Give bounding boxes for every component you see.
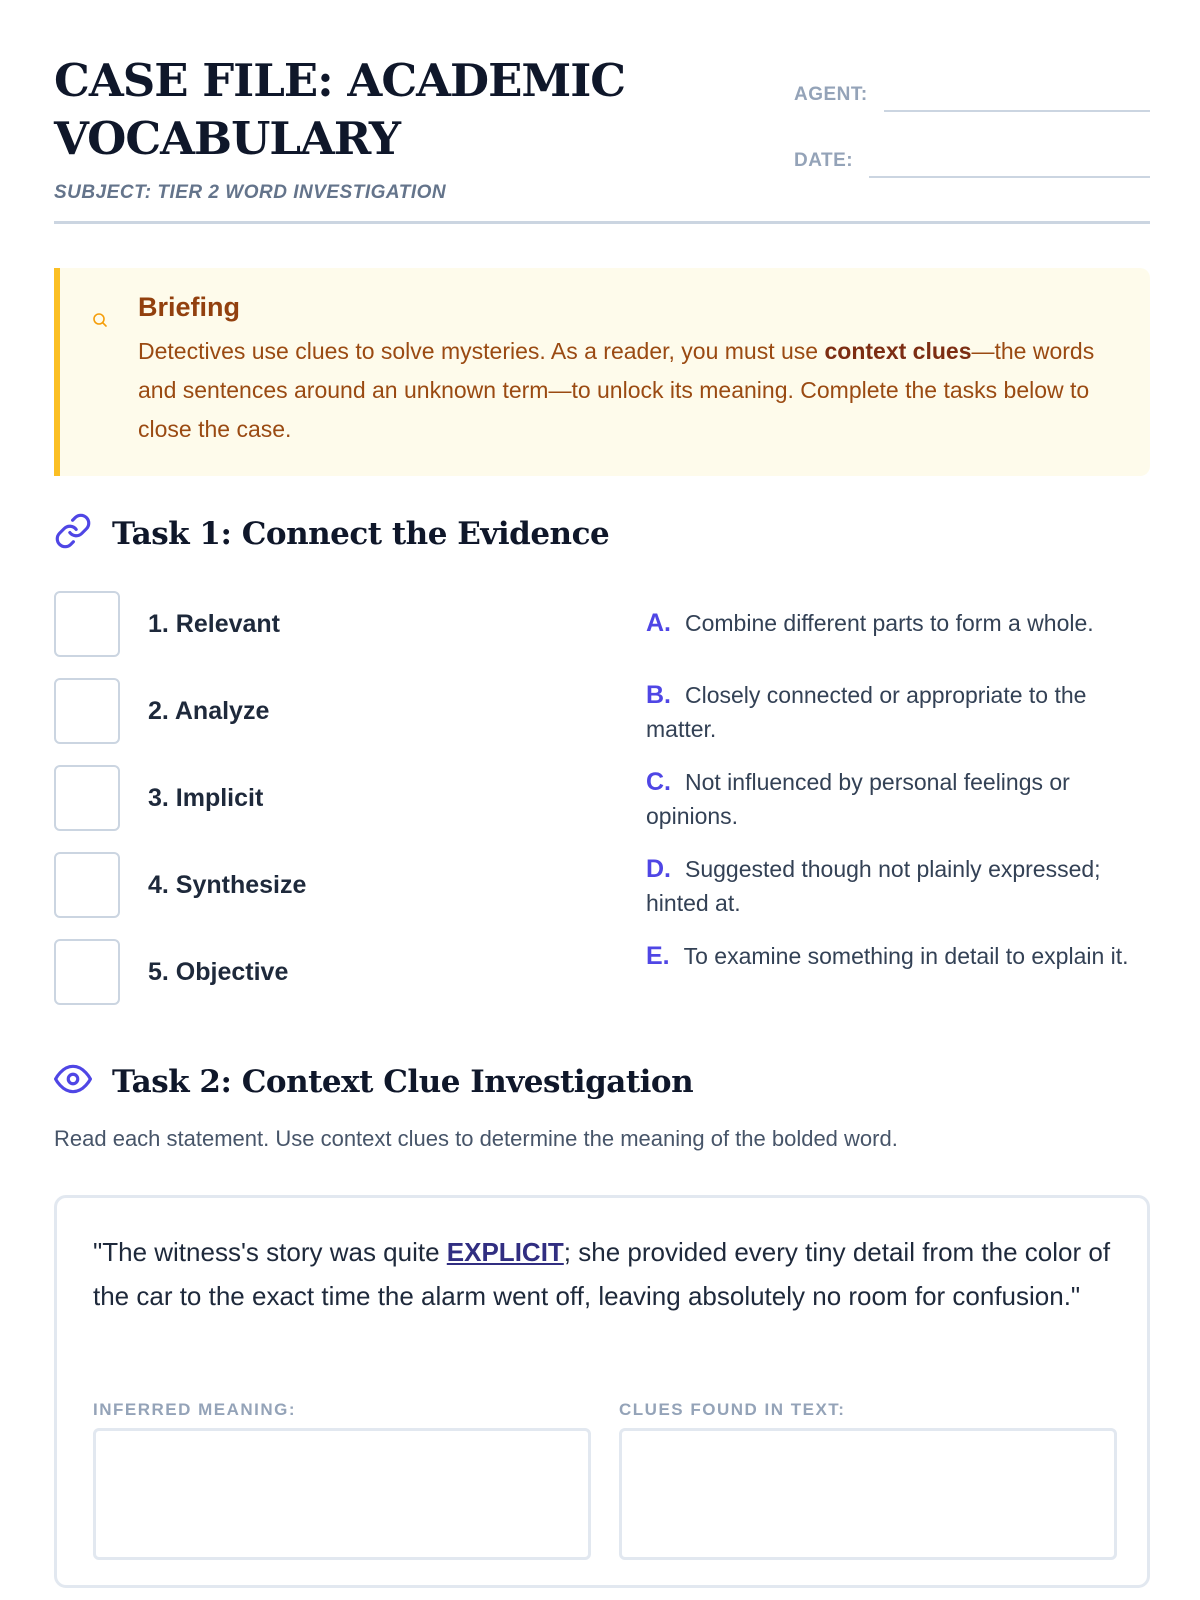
agent-input-line[interactable] (884, 82, 1150, 112)
definition-letter: E. (646, 942, 670, 970)
definition-text: Combine different parts to form a whole. (685, 610, 1094, 636)
definition-item (646, 765, 1156, 833)
match-answer-box[interactable] (54, 852, 120, 918)
task2-instructions: Read each statement. Use context clues to determine the meaning of the bolded word. (54, 1126, 898, 1151)
definition-letter: C. (646, 768, 671, 796)
briefing-text (138, 332, 1118, 449)
worksheet-header (54, 52, 1150, 224)
inferred-meaning-label: INFERRED MEANING: (93, 1400, 297, 1419)
briefing-bold-term: context clues (824, 338, 972, 364)
task1-heading (54, 512, 609, 555)
definition-text: To examine something in detail to explain it. (683, 943, 1129, 969)
definition-item (646, 678, 1156, 746)
briefing-text-start: Detectives use clues to solve mysteries. As a reader, you must use (138, 338, 825, 364)
definition-item (646, 939, 1156, 973)
definition-item (646, 852, 1156, 920)
match-answer-box[interactable] (54, 591, 120, 657)
agent-field[interactable] (794, 82, 1150, 112)
match-term: 5. Objective (148, 957, 289, 986)
match-row (54, 678, 594, 744)
match-row (54, 765, 594, 831)
definition-letter: B. (646, 681, 671, 709)
page-title: CASE FILE: ACADEMIC VOCABULARY (54, 54, 626, 165)
link-icon (54, 512, 112, 555)
clue-statement (93, 1230, 1117, 1318)
match-answer-box[interactable] (54, 939, 120, 1005)
date-input-line[interactable] (869, 148, 1150, 178)
task2-title: Task 2: Context Clue Investigation (112, 1063, 694, 1100)
match-answer-box[interactable] (54, 678, 120, 744)
match-term: 1. Relevant (148, 609, 281, 638)
definition-letter: D. (646, 855, 671, 883)
quote-end: ; she provided every tiny detail from the color of the car to the exact time the alarm went off, leaving absolutely no room for confusion." (93, 1237, 1111, 1311)
match-row (54, 852, 594, 918)
agent-label: AGENT: (794, 84, 868, 105)
inferred-meaning-input[interactable] (93, 1428, 591, 1560)
definition-item (646, 606, 1156, 640)
page-subtitle: SUBJECT: TIER 2 WORD INVESTIGATION (54, 182, 447, 203)
definition-text: Closely connected or appropriate to the matter. (646, 682, 1087, 742)
match-term: 3. Implicit (148, 783, 264, 812)
task2-heading (54, 1060, 693, 1103)
briefing-text-end: —the words and sentences around an unknown term—to unlock its meaning. Complete the tasks below to close the case. (138, 338, 1095, 442)
task1-title: Task 1: Connect the Evidence (112, 515, 610, 552)
context-clue-card (54, 1195, 1150, 1588)
clues-found-input[interactable] (619, 1428, 1117, 1560)
definition-text: Not influenced by personal feelings or opinions. (646, 769, 1070, 829)
match-term: 4. Synthesize (148, 870, 307, 899)
date-label: DATE: (794, 150, 854, 171)
clues-found-label: CLUES FOUND IN TEXT: (619, 1400, 846, 1419)
eye-icon (54, 1060, 112, 1103)
briefing-callout (54, 268, 1150, 476)
match-row (54, 939, 594, 1005)
briefing-title: Briefing (138, 292, 241, 322)
target-word: EXPLICIT (446, 1237, 564, 1267)
match-answer-box[interactable] (54, 765, 120, 831)
definition-letter: A. (646, 609, 671, 637)
date-field[interactable] (794, 148, 1150, 178)
match-row (54, 591, 594, 657)
quote-start: "The witness's story was quite (93, 1237, 447, 1267)
match-term: 2. Analyze (148, 696, 270, 725)
definition-text: Suggested though not plainly expressed; hinted at. (646, 856, 1101, 916)
search-icon (92, 312, 108, 333)
